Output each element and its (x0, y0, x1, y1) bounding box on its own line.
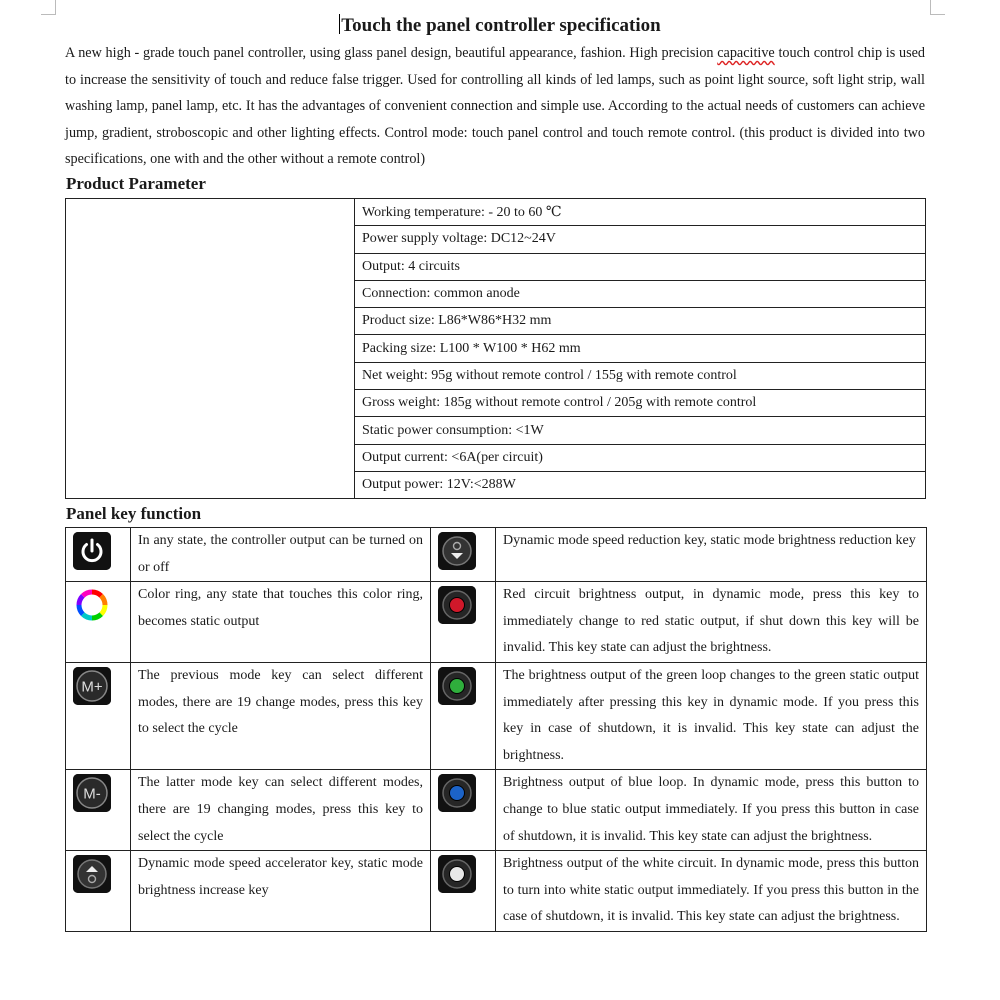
key-icon-cell (66, 770, 131, 851)
key-description: Dynamic mode speed accelerator key, static mode brightness increase key (131, 851, 431, 932)
intro-text-2: touch control chip is used to increase the sensitivity of touch and reduce false trigger. Used for controlling all kinds of led lamps, such as point light source, soft light strip, wall washing lamp, panel lamp, etc. It has the advantages of convenient connection and simple use. According to the actual needs of customers can achieve jump, gradient, stroboscopic and other lighting effects. Control mode: touch panel control and touch remote control. (this product is divided into two specifications, one with and the other without a remote control) (65, 45, 925, 168)
parameter-value: Working temperature: - 20 to 60 ℃ (355, 199, 926, 226)
mode-minus-icon (73, 774, 111, 812)
key-description: In any state, the controller output can be turned on or off (131, 528, 431, 582)
speed-up-icon (73, 855, 111, 893)
parameter-row (66, 199, 926, 226)
page-corner-mark-left (41, 0, 56, 15)
page-corner-mark-right (930, 0, 945, 15)
key-function-row (66, 662, 927, 769)
parameter-value: Packing size: L100 * W100 * H62 mm (355, 335, 926, 362)
key-description: The brightness output of the green loop changes to the green static output immediately after pressing this key in dynamic mode. If you press this key in case of shutdown, it is invalid. This key state can adjust the brightness. (496, 662, 927, 769)
spellcheck-flagged-word: capacitive (717, 45, 775, 61)
key-icon-cell (66, 528, 131, 582)
product-image-cell (66, 199, 355, 499)
parameter-value: Power supply voltage: DC12~24V (355, 226, 926, 253)
parameter-value: Output: 4 circuits (355, 253, 926, 280)
parameter-value: Net weight: 95g without remote control / 155g with remote control (355, 362, 926, 389)
green-dot-icon (438, 667, 476, 705)
red-dot-icon (438, 586, 476, 624)
parameter-value: Output current: <6A(per circuit) (355, 444, 926, 471)
key-description: The previous mode key can select different modes, there are 19 change modes, press this key to select the cycle (131, 662, 431, 769)
intro-text-1: A new high - grade touch panel controller, using glass panel design, beautiful appearance, fashion. High precision (65, 45, 718, 61)
key-icon-cell (431, 528, 496, 582)
key-description: Brightness output of blue loop. In dynamic mode, press this button to change to blue static output immediately. If you press this button in case of shutdown, it is invalid. This key state can adjust the brightness. (496, 770, 927, 851)
panel-key-function-table (65, 527, 927, 932)
parameter-value: Gross weight: 185g without remote control / 205g with remote control (355, 390, 926, 417)
product-parameter-heading: Product Parameter (66, 174, 206, 193)
mode-plus-icon (73, 667, 111, 705)
key-function-row (66, 851, 927, 932)
key-description: Color ring, any state that touches this color ring, becomes static output (131, 582, 431, 663)
key-icon-label: M+ (81, 678, 103, 696)
key-description: Red circuit brightness output, in dynamic mode, press this key to immediately change to red static output, if shut down this key will be invalid. This key state can adjust the brightness. (496, 582, 927, 663)
document-title-text: Touch the panel controller specification (341, 15, 661, 36)
key-icon-cell (431, 851, 496, 932)
intro-paragraph (65, 40, 925, 173)
key-function-row (66, 528, 927, 582)
blue-dot-icon (438, 774, 476, 812)
parameter-value: Static power consumption: <1W (355, 417, 926, 444)
document-title (0, 14, 1000, 37)
key-icon-cell (66, 851, 131, 932)
white-dot-icon (438, 855, 476, 893)
key-function-row (66, 770, 927, 851)
key-icon-cell (431, 582, 496, 663)
product-parameter-table (65, 198, 926, 499)
panel-key-function-heading: Panel key function (66, 504, 202, 523)
key-icon-cell (431, 770, 496, 851)
key-icon-cell (66, 582, 131, 663)
key-description: Brightness output of the white circuit. In dynamic mode, press this button to turn into white static output immediately. If you press this button in the case of shutdown, it is invalid. This key state can adjust the brightness. (496, 851, 927, 932)
key-function-row (66, 582, 927, 663)
power-icon (73, 532, 111, 570)
parameter-value: Output power: 12V:<288W (355, 471, 926, 498)
parameter-value: Product size: L86*W86*H32 mm (355, 308, 926, 335)
key-icon-cell (66, 662, 131, 769)
speed-down-icon (438, 532, 476, 570)
key-icon-label: M- (83, 785, 101, 803)
key-description: Dynamic mode speed reduction key, static mode brightness reduction key (496, 528, 927, 582)
key-description: The latter mode key can select different modes, there are 19 changing modes, press this key to select the cycle (131, 770, 431, 851)
key-icon-cell (431, 662, 496, 769)
color-ring-icon (73, 586, 111, 624)
parameter-value: Connection: common anode (355, 280, 926, 307)
